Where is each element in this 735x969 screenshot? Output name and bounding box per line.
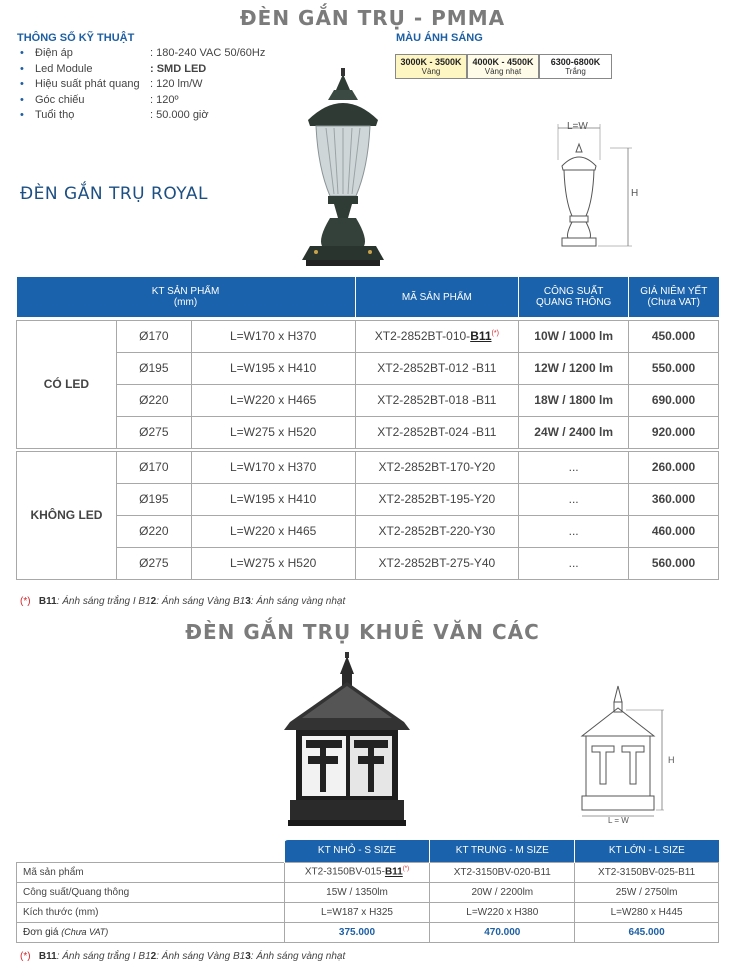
cell-power-m: 20W / 2200lm: [430, 882, 575, 902]
spec-value: : 50.000 giờ: [150, 109, 209, 121]
spec-value: : 180-240 VAC 50/60Hz: [150, 47, 266, 59]
cell-price: 560.000: [629, 547, 719, 579]
cell-price: 550.000: [629, 352, 719, 384]
cell-size: L=W275 x H520: [191, 547, 355, 579]
color-box-warm: [395, 54, 467, 79]
page-title: ĐÈN GẮN TRỤ - PMMA: [239, 6, 506, 30]
khue-van-cac-lamp-image: [282, 652, 412, 830]
header-l-size: KT LỚN - L SIZE: [575, 840, 719, 862]
cell-code-m: XT2-3150BV-020-B11: [430, 862, 575, 882]
header-size: [17, 277, 356, 317]
cell-power: ...: [519, 483, 629, 515]
cell-code: XT2-2852BT-275-Y40: [355, 547, 519, 579]
note-digit-3: 3: [245, 951, 251, 962]
cell-code: XT2-2852BT-012 -B11: [355, 352, 519, 384]
cell-code-s: [284, 862, 430, 882]
spec-label: Led Module: [35, 62, 93, 75]
cell-dia: Ø195: [116, 483, 191, 515]
header-power: [519, 277, 629, 317]
cell-power-l: 25W / 2750lm: [575, 882, 719, 902]
cell-power: ...: [519, 515, 629, 547]
row-label-code: Mã sản phẩm: [17, 862, 285, 882]
royal-lamp-image: [298, 68, 388, 270]
cell-power: ...: [519, 451, 629, 483]
row-label-size: Kích thước (mm): [17, 902, 285, 922]
code-mark: (*): [491, 330, 499, 337]
cell-price: 690.000: [629, 384, 719, 416]
diagram-height-label: H: [631, 188, 639, 199]
cell-dia: Ø275: [116, 547, 191, 579]
royal-subtitle: ĐÈN GẮN TRỤ ROYAL: [20, 184, 208, 204]
color-name: Vàng: [421, 67, 441, 76]
bullet-icon: •: [20, 93, 24, 106]
cell-size: L=W195 x H410: [191, 483, 355, 515]
spec-value: : SMD LED: [150, 62, 207, 75]
table-row: [17, 902, 719, 922]
cell-price: 460.000: [629, 515, 719, 547]
note-text-1: : Ánh sáng trắng I B1: [56, 951, 151, 962]
cell-size-m: L=W220 x H380: [430, 902, 575, 922]
header-price-line1: GIÁ NIÊM YẾT: [640, 286, 708, 297]
cell-dia: Ø220: [116, 515, 191, 547]
table-row: [17, 451, 719, 483]
table-row: [17, 922, 719, 942]
color-box-cool: [539, 54, 612, 79]
cell-price: 450.000: [629, 320, 719, 352]
cell-size: L=W170 x H370: [191, 451, 355, 483]
cell-price-m: 470.000: [430, 922, 575, 942]
price-label: Đơn giá: [23, 926, 59, 938]
table-row: [17, 416, 719, 448]
row-label-power: Công suất/Quang thông: [17, 882, 285, 902]
header-m-size: KT TRUNG - M SIZE: [430, 840, 575, 862]
cell-code: XT2-2852BT-018 -B11: [355, 384, 519, 416]
note-text-2: : Ánh sáng Vàng B1: [156, 596, 246, 607]
spec-label: Tuổi thọ: [35, 109, 75, 121]
colors-heading: MÀU ÁNH SÁNG: [396, 32, 483, 44]
cell-code: XT2-2852BT-024 -B11: [355, 416, 519, 448]
spec-value: : 120 lm/W: [150, 78, 203, 90]
note-b11: B11: [38, 951, 57, 962]
cell-code-l: XT2-3150BV-025-B11: [575, 862, 719, 882]
color-name: Trắng: [565, 67, 586, 76]
table-row: [17, 862, 719, 882]
note-digit-3: 3: [245, 596, 251, 607]
code-suffix: B11: [470, 329, 492, 343]
spec-label: Góc chiếu: [35, 93, 85, 106]
header-price: [629, 277, 719, 317]
header-code-text: MÃ SẢN PHẨM: [401, 291, 472, 303]
cell-price-l: 645.000: [575, 922, 719, 942]
cell-power: ...: [519, 547, 629, 579]
light-note-2: [20, 951, 345, 962]
cell-size: L=W195 x H410: [191, 352, 355, 384]
header-price-line2: (Chưa VAT): [647, 297, 700, 308]
cell-code: XT2-2852BT-220-Y30: [355, 515, 519, 547]
group-label-led: CÓ LED: [17, 320, 117, 448]
cell-size: L=W220 x H465: [191, 515, 355, 547]
header-code: [355, 277, 519, 317]
bullet-icon: •: [20, 109, 24, 121]
cell-power: 10W / 1000 lm: [519, 320, 629, 352]
header-size-line2: (mm): [173, 297, 198, 308]
spec-label: Điện áp: [35, 47, 73, 59]
note-digit-2: 2: [150, 596, 157, 607]
code-mark: (*): [402, 866, 410, 873]
section-title-khue-van-cac: ĐÈN GẮN TRỤ KHUÊ VĂN CÁC: [185, 620, 540, 644]
note-b11: B11: [38, 596, 57, 607]
cell-size-l: L=W280 x H445: [575, 902, 719, 922]
cell-power: 24W / 2400 lm: [519, 416, 629, 448]
header-s-size: KT NHỎ - S SIZE: [284, 840, 430, 862]
bullet-icon: •: [20, 47, 24, 59]
cell-power: 12W / 1200 lm: [519, 352, 629, 384]
light-note: [20, 596, 345, 607]
note-text-3: : Ánh sáng vàng nhạt: [250, 951, 346, 962]
cell-size-s: L=W187 x H325: [284, 902, 430, 922]
note-text-2: : Ánh sáng Vàng B1: [156, 951, 246, 962]
cell-price: 920.000: [629, 416, 719, 448]
cell-price-s: 375.000: [284, 922, 430, 942]
color-range: 6300-6800K: [550, 57, 601, 67]
cell-dia: Ø220: [116, 384, 191, 416]
code-suffix: B11: [384, 866, 403, 878]
note-mark: (*): [20, 596, 31, 607]
cell-code: XT2-2852BT-170-Y20: [355, 451, 519, 483]
table-row: [17, 384, 719, 416]
code-main: XT2-2852BT-010-: [374, 329, 471, 343]
diagram2-height-label: H: [668, 755, 675, 765]
note-text-1: : Ánh sáng trắng I B1: [56, 596, 151, 607]
spec-value: : 120º: [150, 93, 179, 106]
bullet-icon: •: [20, 62, 24, 75]
cell-power: 18W / 1800 lm: [519, 384, 629, 416]
royal-lamp-diagram: [548, 120, 648, 252]
khue-van-cac-diagram: [576, 684, 668, 824]
cell-price: 360.000: [629, 483, 719, 515]
royal-price-table: [16, 277, 719, 580]
cell-dia: Ø195: [116, 352, 191, 384]
header-empty: [17, 840, 285, 862]
cell-size: L=W170 x H370: [191, 320, 355, 352]
diagram2-width-label: L = W: [608, 816, 629, 825]
cell-dia: Ø275: [116, 416, 191, 448]
spec-label: Hiệu suất phát quang: [35, 78, 140, 90]
diagram-width-label: L=W: [567, 121, 588, 132]
price-label-note: (Chưa VAT): [61, 926, 109, 937]
table-row: [17, 483, 719, 515]
table-row: [17, 515, 719, 547]
group-label-no-led: KHÔNG LED: [17, 451, 117, 579]
color-range: 3000K - 3500K: [400, 57, 462, 67]
header-power-line2: QUANG THÔNG: [535, 297, 612, 308]
table-row: [17, 547, 719, 579]
color-box-neutral: [467, 54, 539, 79]
code-main: XT2-3150BV-015-: [304, 866, 385, 878]
cell-size: L=W220 x H465: [191, 384, 355, 416]
color-name: Vàng nhạt: [484, 67, 522, 76]
color-range: 4000K - 4500K: [472, 57, 534, 67]
note-text-3: : Ánh sáng vàng nhạt: [250, 596, 346, 607]
cell-code: [355, 320, 519, 352]
cell-dia: Ø170: [116, 451, 191, 483]
header-power-line1: CÔNG SUẤT: [543, 286, 604, 297]
specs-heading: THÔNG SỐ KỸ THUẬT: [17, 32, 135, 44]
khue-van-cac-price-table: [16, 840, 719, 943]
note-digit-2: 2: [150, 951, 157, 962]
cell-price: 260.000: [629, 451, 719, 483]
cell-dia: Ø170: [116, 320, 191, 352]
table-row: [17, 320, 719, 352]
row-label-price: [17, 922, 285, 942]
bullet-icon: •: [20, 78, 24, 90]
cell-power-s: 15W / 1350lm: [284, 882, 430, 902]
header-size-line1: KT SẢN PHẨM: [151, 286, 220, 297]
note-mark: (*): [20, 951, 31, 962]
cell-code: XT2-2852BT-195-Y20: [355, 483, 519, 515]
cell-size: L=W275 x H520: [191, 416, 355, 448]
table-row: [17, 882, 719, 902]
table-row: [17, 352, 719, 384]
